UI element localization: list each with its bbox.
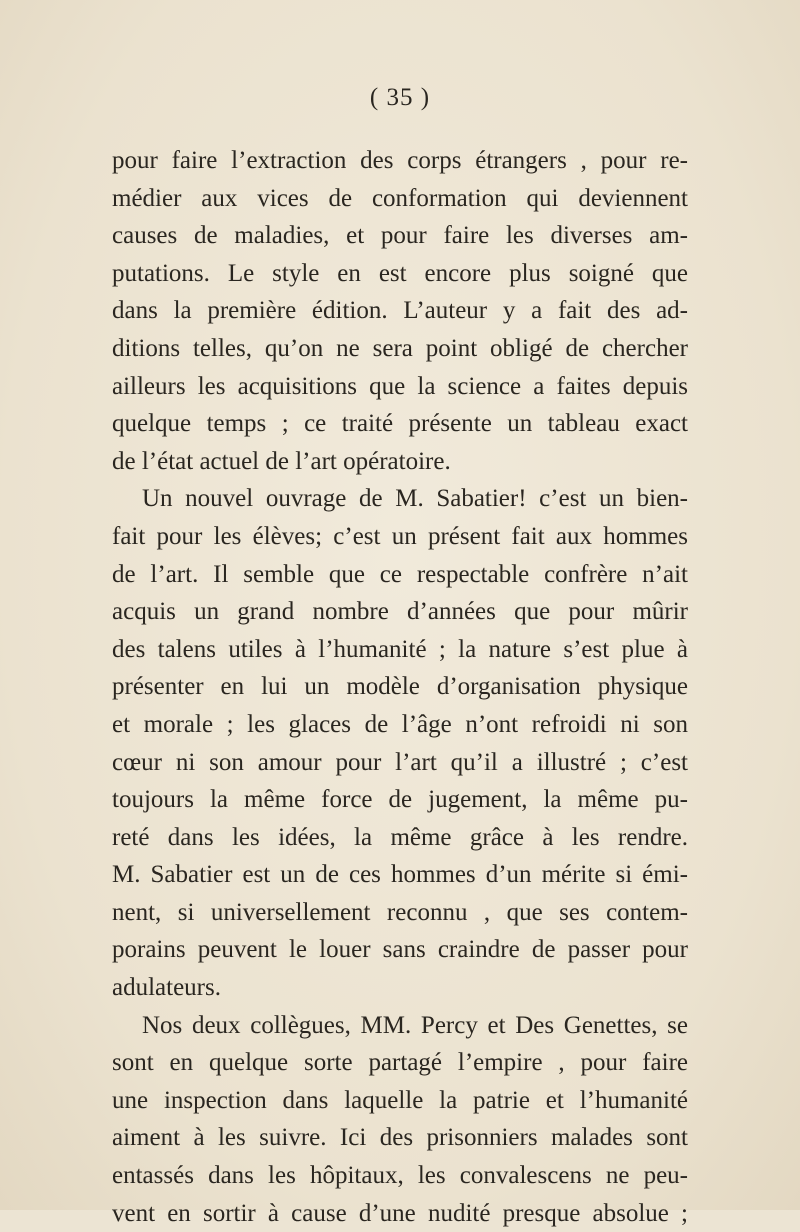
text-line: Nos deux collègues, MM. Percy et Des Genettes, se bbox=[142, 1011, 688, 1039]
text-line: porains peuvent le louer sans craindre de passer pour bbox=[112, 936, 688, 964]
text-line: acquis un grand nombre d’années que pour mûrir bbox=[112, 598, 688, 626]
text-line: une inspection dans laquelle la patrie et l’humanité bbox=[112, 1086, 688, 1114]
text-line: causes de maladies, et pour faire les diverses am- bbox=[112, 222, 688, 250]
text-line: et morale ; les glaces de l’âge n’ont refroidi ni son bbox=[112, 710, 688, 738]
text-line: des talens utiles à l’humanité ; la nature s’est plue à bbox=[112, 635, 688, 663]
text-line: ditions telles, qu’on ne sera point obligé de chercher bbox=[112, 334, 688, 362]
text-line: de l’état actuel de l’art opératoire. bbox=[112, 447, 451, 475]
body-text bbox=[112, 142, 688, 1232]
text-line: vent en sortir à cause d’une nudité presque absolue ; bbox=[112, 1199, 688, 1227]
text-line: toujours la même force de jugement, la même pu- bbox=[112, 786, 688, 814]
text-line: putations. Le style en est encore plus soigné que bbox=[112, 259, 688, 287]
text-line: ailleurs les acquisitions que la science a faites depuis bbox=[112, 372, 688, 400]
text-line: médier aux vices de conformation qui deviennent bbox=[112, 184, 688, 212]
text-line: dans la première édition. L’auteur y a fait des ad- bbox=[112, 297, 688, 325]
text-line: pour faire l’extraction des corps étrangers , pour re- bbox=[112, 147, 688, 174]
text-line: quelque temps ; ce traité présente un tableau exact bbox=[112, 410, 688, 438]
text-line: Un nouvel ouvrage de M. Sabatier! c’est un bien- bbox=[142, 485, 688, 513]
text-line: aiment à les suivre. Ici des prisonniers malades sont bbox=[112, 1124, 688, 1152]
text-line: fait pour les élèves; c’est un présent fait aux hommes bbox=[112, 522, 688, 550]
text-line: adulateurs. bbox=[112, 974, 221, 1002]
text-line: reté dans les idées, la même grâce à les rendre. bbox=[112, 823, 688, 851]
text-line: présenter en lui un modèle d’organisation physique bbox=[112, 673, 688, 701]
text-line: M. Sabatier est un de ces hommes d’un mérite si émi- bbox=[112, 861, 688, 889]
text-line: entassés dans les hôpitaux, les convalescens ne peu- bbox=[112, 1162, 688, 1190]
page-number: ( 35 ) bbox=[369, 84, 431, 111]
text-line: nent, si universellement reconnu , que ses contem- bbox=[112, 898, 688, 926]
text-line: sont en quelque sorte partagé l’empire , pour faire bbox=[112, 1049, 688, 1077]
text-line: cœur ni son amour pour l’art qu’il a illustré ; c’est bbox=[112, 748, 688, 776]
text-line: de l’art. Il semble que ce respectable confrère n’ait bbox=[112, 560, 688, 588]
